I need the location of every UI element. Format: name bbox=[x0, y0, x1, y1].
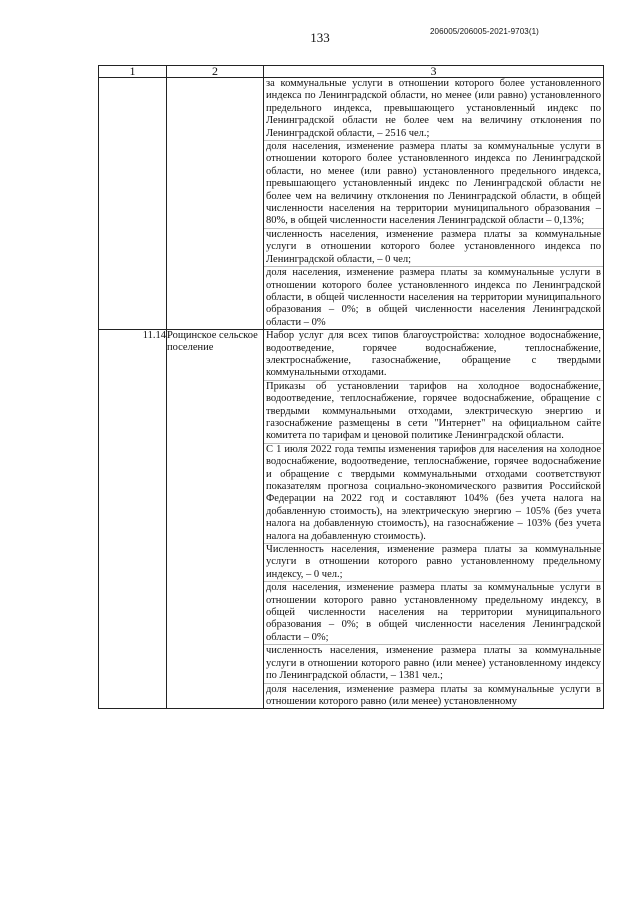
paragraph: численность населения, изменение размера платы за коммунальные услуги в отношении которого равно (или менее) установленному индексу по Ленинградской области, – 1381 чел.; bbox=[264, 645, 603, 683]
table-header-row bbox=[99, 66, 604, 78]
settlement-name bbox=[167, 78, 264, 330]
paragraph: Численность населения, изменение размера платы за коммунальные услуги в отношении которого равно установленному предельному индексу, – 0 чел.; bbox=[264, 544, 603, 582]
description-cell bbox=[264, 78, 604, 330]
table-row bbox=[99, 78, 604, 330]
column-header-2: 2 bbox=[167, 66, 264, 78]
paragraph: С 1 июля 2022 года темпы изменения тарифов для населения на холодное водоснабжение, водоотведение, теплоснабжение, горячее водоснабжение и обращение с твердыми коммунальными отходами соответствуют показателям прогноза социально-экономического развития Российской Федерации на 2022 год и составляют 104% (без учета налога на добавленную стоимость), на электрическую энергию – 105% (без учета налога на добавленную стоимость), на газоснабжение – 103% (без учета налога на добавленную стоимость). bbox=[264, 444, 603, 544]
settlement-name: Рощинское сельское поселение bbox=[167, 330, 264, 709]
row-number: 11.14 bbox=[99, 330, 167, 709]
paragraph: доля населения, изменение размера платы за коммунальные услуги в отношении которого равно (или менее) установленному bbox=[266, 683, 601, 707]
paragraph: численность населения, изменение размера платы за коммунальные услуги в отношении которого более установленного индекса по Ленинградской области, – 0 чел; bbox=[264, 229, 603, 267]
table-row bbox=[99, 330, 604, 709]
page-number: 133 bbox=[310, 30, 330, 45]
column-header-3: 3 bbox=[264, 66, 604, 78]
tariff-table bbox=[98, 65, 604, 709]
paragraph: Приказы об установлении тарифов на холодное водоснабжение, водоотведение, теплоснабжение, горячее водоснабжение, обращение с твердыми коммунальными отходами, электрическую энергию и газоснабжение размещены в сети "Интернет" на официальном сайте комитета по тарифам и ценовой политике Ленинградской области. bbox=[264, 381, 603, 444]
column-header-1: 1 bbox=[99, 66, 167, 78]
paragraph: за коммунальные услуги в отношении которого более установленного индекса по Ленинградской области, но менее (или равно) установленного предельного индекса, превышающего установленный индекс по Ленинградской области не более чем на величину отклонения по Ленинградской области, – 2516 чел.; bbox=[264, 78, 603, 141]
document-code: 206005/206005-2021-9703(1) bbox=[430, 27, 539, 36]
paragraph: доля населения, изменение размера платы за коммунальные услуги в отношении которого более установленного индекса по Ленинградской области, в общей численности населения на территории муниципального образования – 0%; в общей численности населения Ленинградской области – 0% bbox=[266, 267, 601, 328]
description-cell bbox=[264, 330, 604, 709]
paragraph: Набор услуг для всех типов благоустройства: холодное водоснабжение, водоотведение, горячее водоснабжение, теплоснабжение, электроснабжение, газоснабжение, обращение с твердыми коммунальными отходами. bbox=[264, 330, 603, 381]
paragraph: доля населения, изменение размера платы за коммунальные услуги в отношении которого более установленного индекса по Ленинградской области, но менее (или равно) установленного предельного индекса, превышающего установленный индекс по Ленинградской области не более чем на величину отклонения по Ленинградской области, в общей численности населения на территории муниципального образования – 80%, в общей численности населения Ленинградской области – 0,13%; bbox=[264, 141, 603, 229]
paragraph: доля населения, изменение размера платы за коммунальные услуги в отношении которого равно установленному предельному индексу, в общей численности населения на территории муниципального образования – 0%; в общей численности населения Ленинградской области – 0%; bbox=[264, 582, 603, 645]
row-number bbox=[99, 78, 167, 330]
